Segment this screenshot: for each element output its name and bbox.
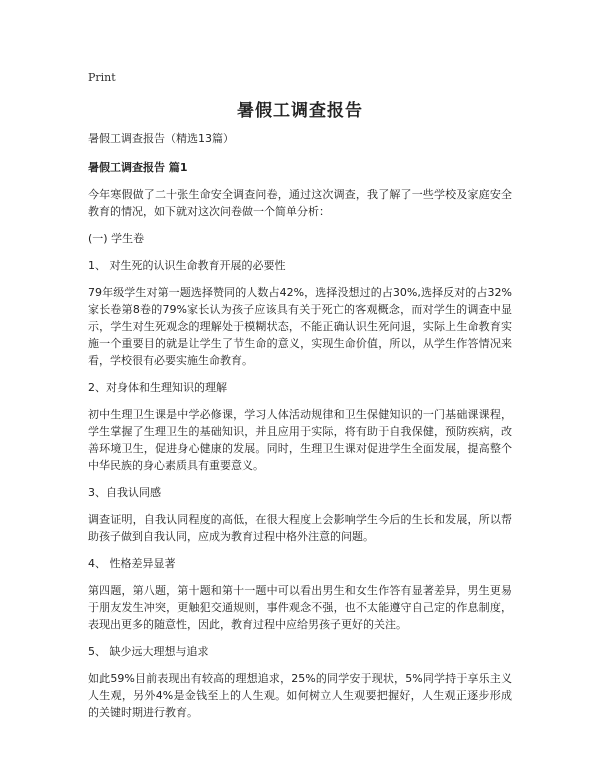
item-heading: 5、 缺少远大理想与追求 (88, 645, 209, 658)
section-heading: 暑假工调查报告 篇1 (88, 161, 188, 174)
item-paragraph: 第四题，第八题，第十题和第十一题中可以看出男生和女生作答有显著差异，男生更易于朋友发生冲突，更触犯交通规则，事件观念不强，也不太能遵守自己定的作息制度，表现出更多的随意性，因此，教育过程中应给男孩子更好的关注。 (88, 584, 512, 631)
item-paragraph: 79年级学生对第一题选择赞同的人数占42%，选择没想过的占30%,选择反对的占32%家长卷第8卷的79%家长认为孩子应该具有关于死亡的客观概念，而对学生的调查中显示，学生对生死观念的理解处于模糊状态，不能正确认识生死问退，实际上生命教育实施一个重要目的就是让学生了节生命的意义，实现生命价值，所以，从学生作答情况来看，学校很有必要实施生命教育。 (88, 286, 512, 367)
document-subtitle: 暑假工调查报告（精选13篇） (88, 132, 234, 145)
item-paragraph: 调查证明，自我认同程度的高低，在很大程度上会影响学生今后的生长和发展，所以帮助孩子做到自我认同，应成为教育过程中格外注意的问题。 (88, 513, 512, 543)
item-heading: 1、 对生死的认识生命教育开展的必要性 (88, 259, 286, 272)
item-heading: 3、自我认同感 (88, 486, 161, 499)
item-heading: 4、 性格差异显著 (88, 557, 176, 570)
item-heading: 2、对身体和生理知识的理解 (88, 381, 227, 394)
intro-paragraph: 今年寒假做了二十张生命安全调查问卷，通过这次调查，我了解了一些学校及家庭安全教育的情况，如下就对这次问卷做一个简单分析： (88, 188, 512, 218)
print-link[interactable]: Print (88, 71, 116, 84)
document-title: 暑假工调查报告 (237, 101, 363, 121)
part-heading: (一) 学生卷 (88, 232, 145, 245)
item-paragraph: 如此59%目前表现出有较高的理想追求，25%的同学安于现状，5%同学持于享乐主义人生观，另外4%是金钱至上的人生观。如何树立人生观要把握好，人生观正逐步形成的关键时期进行教育。 (88, 672, 512, 719)
item-paragraph: 初中生理卫生课是中学必修课，学习人体活动规律和卫生保健知识的一门基础课课程，学生掌握了生理卫生的基础知识，并且应用于实际，将有助于自我保健，预防疾病，改善环境卫生，促进身心健康的发展。同时，生理卫生课对促进学生全面发展，提高整个中华民族的身心素质具有重要意义。 (88, 408, 512, 472)
document-body (88, 130, 512, 731)
